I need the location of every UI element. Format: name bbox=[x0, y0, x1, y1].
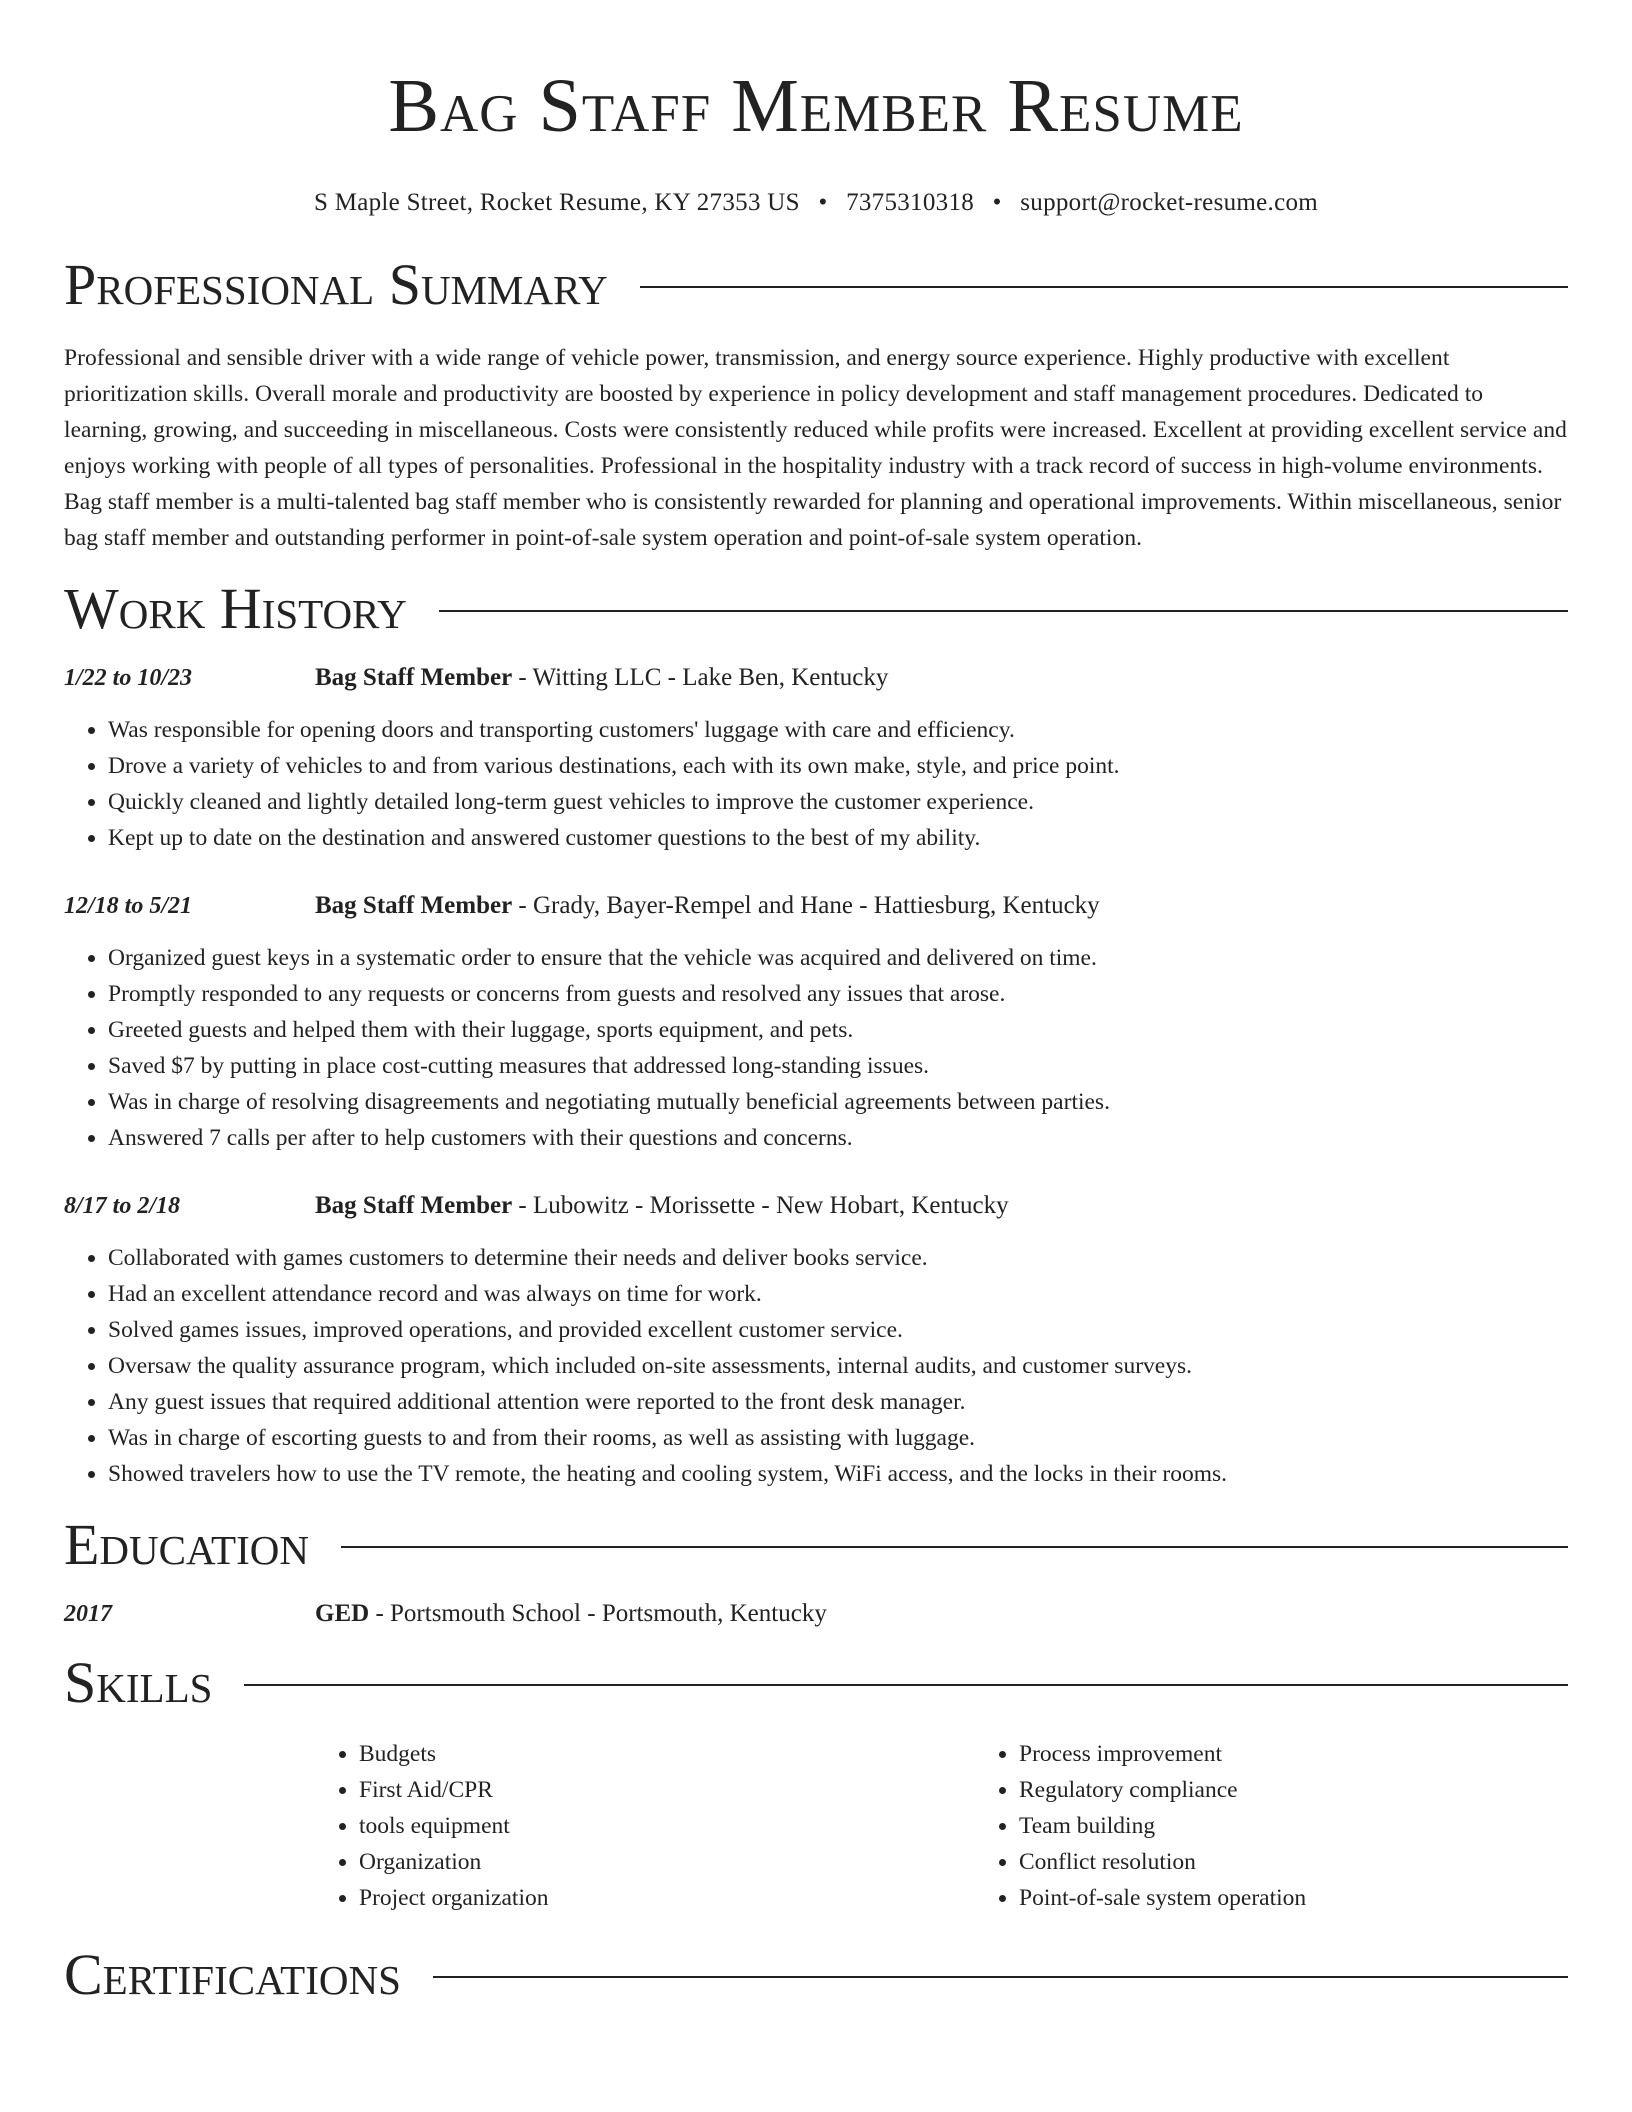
skill-item: • Budgets bbox=[359, 1736, 975, 1772]
skill-item: • Regulatory compliance bbox=[1019, 1772, 1632, 1808]
job-dates: 12/18 to 5/21 bbox=[64, 893, 193, 919]
contact-phone: 7375310318 bbox=[846, 189, 975, 216]
list-item: • Solved games issues, improved operations, and provided excellent customer service. bbox=[108, 1312, 1568, 1348]
list-item: • Collaborated with games customers to determine their needs and deliver books service. bbox=[108, 1240, 1568, 1276]
job-details: - Grady, Bayer-Rempel and Hane - Hattiesburg, Kentucky bbox=[512, 892, 1100, 919]
job-details: - Lubowitz - Morissette - New Hobart, Kentucky bbox=[512, 1192, 1009, 1219]
resume-title: Bag Staff Member Resume bbox=[388, 64, 1244, 148]
list-item: • Was responsible for opening doors and transporting customers' luggage with care and efficiency. bbox=[108, 712, 1568, 748]
list-item: • Saved $7 by putting in place cost-cutting measures that addressed long-standing issues. bbox=[108, 1048, 1568, 1084]
list-item: • Was in charge of escorting guests to and from their rooms, as well as assisting with luggage. bbox=[108, 1420, 1568, 1456]
contact-address: S Maple Street, Rocket Resume, KY 27353 US bbox=[313, 189, 800, 216]
job-title-line bbox=[315, 890, 1100, 922]
certifications-section-header bbox=[64, 1944, 1568, 2006]
job-bullets bbox=[64, 712, 1568, 856]
job-dates: 1/22 to 10/23 bbox=[64, 665, 193, 691]
contact-separator: • bbox=[992, 189, 1002, 216]
skill-item: • Process improvement bbox=[1019, 1736, 1632, 1772]
job-title-line bbox=[315, 662, 888, 694]
job-bullets bbox=[64, 940, 1568, 1156]
contact-separator: • bbox=[818, 189, 828, 216]
work-heading: Work History bbox=[64, 576, 407, 641]
skill-item: • Point-of-sale system operation bbox=[1019, 1880, 1632, 1916]
job-title: Bag Staff Member bbox=[315, 664, 513, 691]
section-divider bbox=[341, 1546, 1568, 1548]
education-degree: GED bbox=[315, 1600, 370, 1627]
work-section-header bbox=[64, 578, 1568, 640]
job-entry bbox=[64, 890, 1568, 1156]
skill-item: • Team building bbox=[1019, 1808, 1632, 1844]
contact-line bbox=[64, 186, 1568, 220]
list-item: • Answered 7 calls per after to help customers with their questions and concerns. bbox=[108, 1120, 1568, 1156]
job-title: Bag Staff Member bbox=[315, 1192, 513, 1219]
list-item: • Was in charge of resolving disagreements and negotiating mutually beneficial agreements between parties. bbox=[108, 1084, 1568, 1120]
resume-page bbox=[64, 0, 1568, 2006]
section-divider bbox=[439, 610, 1568, 612]
education-year: 2017 bbox=[64, 1601, 112, 1627]
list-item: • Organized guest keys in a systematic order to ensure that the vehicle was acquired and delivered on time. bbox=[108, 940, 1568, 976]
skills-columns bbox=[315, 1736, 1568, 1916]
education-section-header bbox=[64, 1514, 1568, 1576]
skills-list-right bbox=[975, 1736, 1632, 1916]
section-divider bbox=[433, 1976, 1568, 1978]
education-entry bbox=[64, 1598, 1568, 1630]
list-item: • Drove a variety of vehicles to and from various destinations, each with its own make, style, and price point. bbox=[108, 748, 1568, 784]
list-item: • Showed travelers how to use the TV remote, the heating and cooling system, WiFi access, and the locks in their rooms. bbox=[108, 1456, 1568, 1492]
job-details: - Witting LLC - Lake Ben, Kentucky bbox=[512, 664, 889, 691]
certifications-heading: Certifications bbox=[64, 1942, 401, 2007]
education-line bbox=[315, 1598, 827, 1630]
contact-email: support@rocket-resume.com bbox=[1020, 189, 1319, 216]
skills-list-left bbox=[315, 1736, 975, 1916]
job-header bbox=[64, 662, 1568, 694]
education-heading: Education bbox=[64, 1512, 309, 1577]
education-details: - Portsmouth School - Portsmouth, Kentucky bbox=[369, 1600, 827, 1627]
job-title-line bbox=[315, 1190, 1009, 1222]
skill-item: • First Aid/CPR bbox=[359, 1772, 975, 1808]
section-divider bbox=[244, 1684, 1568, 1686]
skill-item: • Project organization bbox=[359, 1880, 975, 1916]
job-entry bbox=[64, 662, 1568, 856]
list-item: • Quickly cleaned and lightly detailed long-term guest vehicles to improve the customer experience. bbox=[108, 784, 1568, 820]
summary-text: Professional and sensible driver with a wide range of vehicle power, transmission, and energy source experience. Highly productive with excellent prioritization skills. Overall morale and productivity are boosted by experience in policy development and staff management procedures. Dedicated to learning, growing, and succeeding in miscellaneous. Costs were consistently reduced while profits were increased. Excellent at providing excellent service and enjoys working with people of all types of personalities. Professional in the hospitality industry with a track record of success in high-volume environments. Bag staff member is a multi-talented bag staff member who is consistently rewarded for planning and operational improvements. Within miscellaneous, senior bag staff member and outstanding performer in point-of-sale system operation and point-of-sale system operation. bbox=[64, 345, 1567, 551]
skill-item: • Organization bbox=[359, 1844, 975, 1880]
skill-item: • tools equipment bbox=[359, 1808, 975, 1844]
job-header bbox=[64, 890, 1568, 922]
job-entry bbox=[64, 1190, 1568, 1492]
list-item: • Had an excellent attendance record and was always on time for work. bbox=[108, 1276, 1568, 1312]
list-item: • Greeted guests and helped them with their luggage, sports equipment, and pets. bbox=[108, 1012, 1568, 1048]
summary-heading: Professional Summary bbox=[64, 252, 608, 317]
summary-section-header bbox=[64, 254, 1568, 316]
list-item: • Oversaw the quality assurance program, which included on-site assessments, internal audits, and customer surveys. bbox=[108, 1348, 1568, 1384]
list-item: • Any guest issues that required additional attention were reported to the front desk manager. bbox=[108, 1384, 1568, 1420]
list-item: • Kept up to date on the destination and answered customer questions to the best of my ability. bbox=[108, 820, 1568, 856]
skills-heading: Skills bbox=[64, 1650, 213, 1715]
list-item: • Promptly responded to any requests or concerns from guests and resolved any issues that arose. bbox=[108, 976, 1568, 1012]
skill-item: • Conflict resolution bbox=[1019, 1844, 1632, 1880]
job-header bbox=[64, 1190, 1568, 1222]
job-bullets bbox=[64, 1240, 1568, 1492]
job-title: Bag Staff Member bbox=[315, 892, 513, 919]
skills-section-header bbox=[64, 1652, 1568, 1714]
job-dates: 8/17 to 2/18 bbox=[64, 1193, 181, 1219]
section-divider bbox=[640, 286, 1568, 288]
